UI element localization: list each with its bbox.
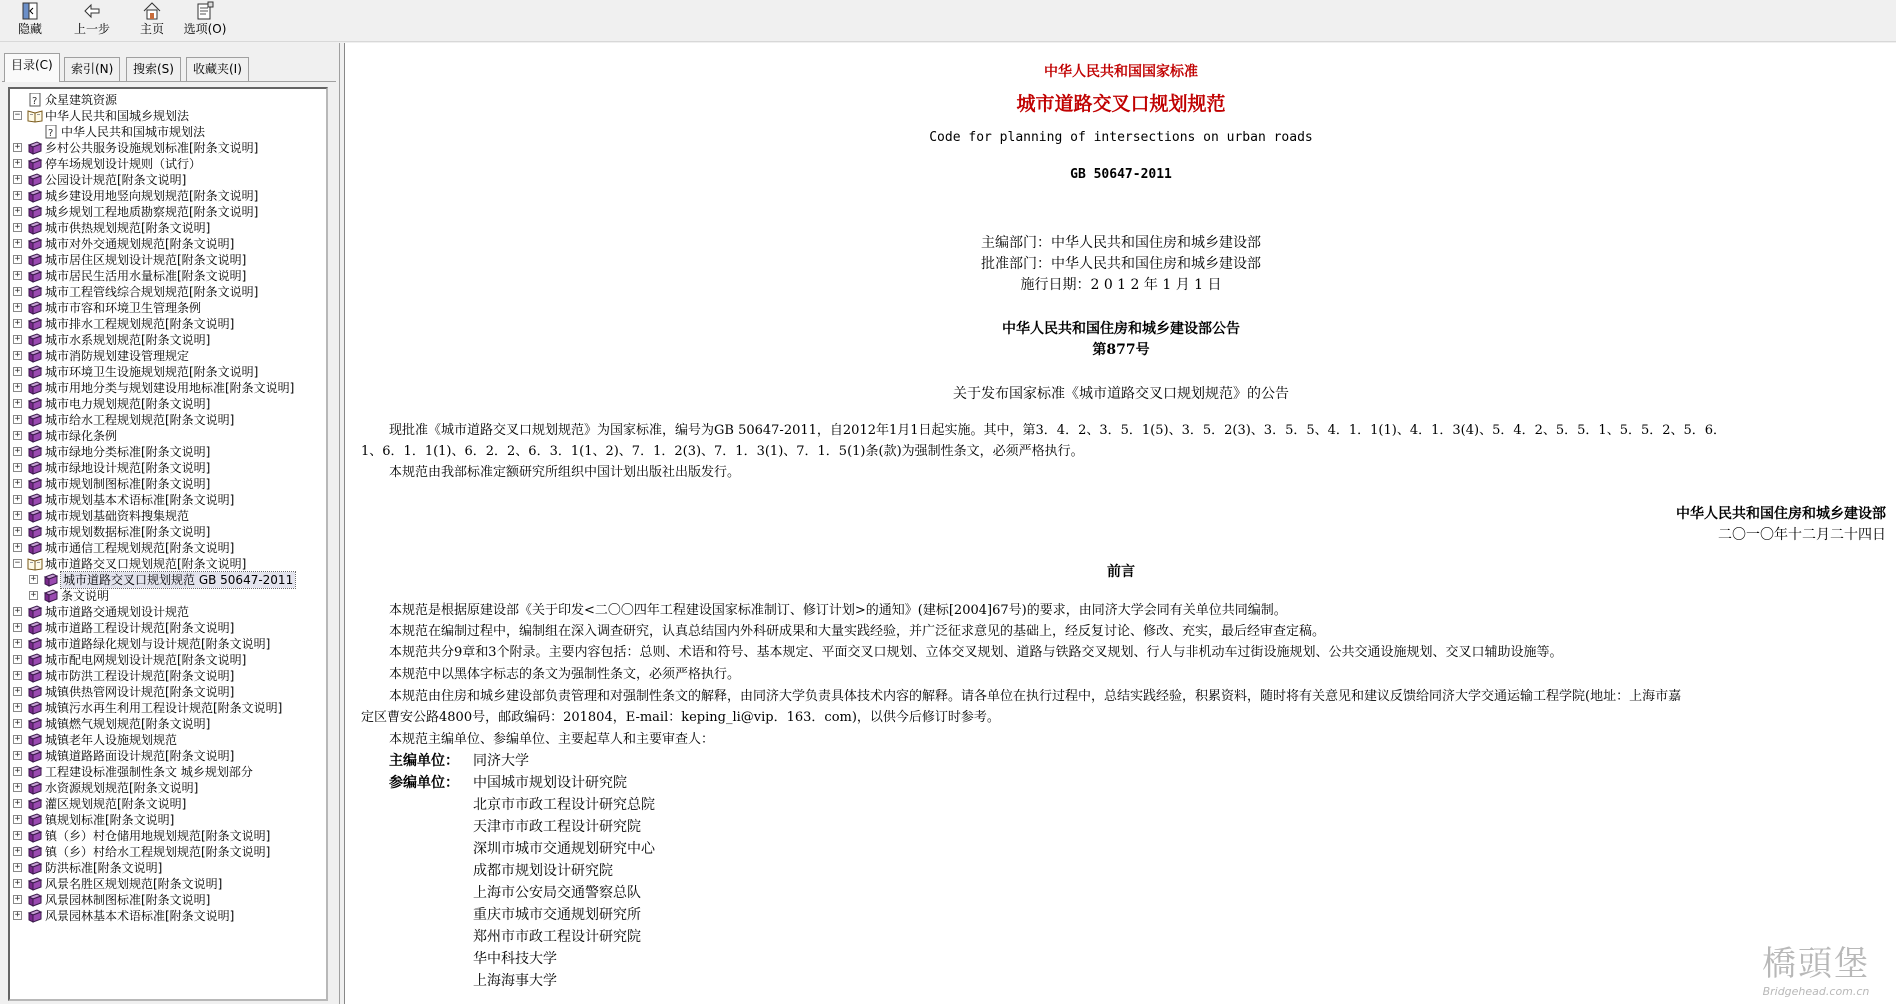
tree-item-label: 风景园林制图标准[附条文说明] <box>45 893 211 907</box>
expand-icon[interactable]: + <box>14 446 21 456</box>
tree-item-label: 城市用地分类与规划建设用地标准[附条文说明] <box>45 381 295 395</box>
nav-tabs <box>0 51 340 81</box>
notice-title: 中华人民共和国住房和城乡建设部公告 <box>1002 321 1240 337</box>
expand-icon[interactable]: + <box>14 606 21 616</box>
expand-icon[interactable]: + <box>14 638 21 648</box>
home-button[interactable]: 主页 <box>136 1 168 41</box>
tree-item-label: 水资源规划规范[附条文说明] <box>45 781 199 795</box>
tree-item-label: 中华人民共和国城乡规划法 <box>45 109 190 123</box>
tree-item-label: 乡村公共服务设施规划标准[附条文说明] <box>45 141 259 155</box>
book-icon <box>27 365 43 379</box>
co-unit: 华中科技大学 <box>473 951 557 967</box>
notice-paragraph-1-line-1: 现批准《城市道路交叉口规划规范》为国家标准，编号为GB 50647-2011，自2012年1月1日起实施。其中，第3．4．2、3．5．1(5)、3．5．2(3)、3．5．5、4．1．1(1)、4．1．3(4)、5．4．2、5．5．1、5．5．2、5．6． <box>389 423 1727 438</box>
preface-paragraph-5-line-2: 定区曹安公路4800号，邮政编码：201804，E-mail：keping_li@vip．163．com)，以供今后修订时参考。 <box>361 710 1000 725</box>
book-icon <box>27 509 43 523</box>
expand-icon[interactable]: + <box>14 654 21 664</box>
tree-item-label: 城市消防规划建设管理规定 <box>45 349 190 363</box>
tree-item-label: 城市绿地设计规范[附条文说明] <box>45 461 211 475</box>
book-icon <box>27 269 43 283</box>
co-unit: 成都市规划设计研究院 <box>473 863 613 879</box>
expand-icon[interactable]: + <box>14 478 21 488</box>
tree-item-label: 城镇老年人设施规划规范 <box>45 733 178 747</box>
tree-item-label: 城市配电网规划设计规范[附条文说明] <box>45 653 247 667</box>
book-icon <box>27 349 43 363</box>
expand-icon[interactable]: + <box>14 750 21 760</box>
tree-item-label: 城市道路绿化规划与设计规范[附条文说明] <box>45 637 271 651</box>
book-icon <box>27 525 43 539</box>
co-unit: 郑州市市政工程设计研究院 <box>473 929 641 945</box>
tree-item-label: 灌区规划规范[附条文说明] <box>45 797 187 811</box>
book-icon <box>27 429 43 443</box>
tree-item-label: 城镇道路路面设计规范[附条文说明] <box>45 749 235 763</box>
expand-icon[interactable]: + <box>14 334 21 344</box>
tab-contents[interactable]: 目录(C) <box>4 53 60 82</box>
expand-icon[interactable]: + <box>14 382 21 392</box>
expand-icon[interactable]: + <box>14 622 21 632</box>
book-icon <box>27 909 43 923</box>
preface-paragraph-2: 本规范在编制过程中，编制组在深入调查研究，认真总结国内外科研成果和大量实践经验，并广泛征求意见的基础上，经反复讨论、修改、充实，最后经审查定稿。 <box>389 624 1326 639</box>
co-unit: 深圳市城市交通规划研究中心 <box>473 841 655 857</box>
book-icon <box>27 733 43 747</box>
expand-icon[interactable]: + <box>14 766 21 776</box>
tree-item-label: 城镇供热管网设计规范[附条文说明] <box>45 685 235 699</box>
expand-icon[interactable]: + <box>14 894 21 904</box>
tree-item-label: 防洪标准[附条文说明] <box>45 861 163 875</box>
book-icon <box>27 445 43 459</box>
expand-icon[interactable]: + <box>14 814 21 824</box>
expand-icon[interactable]: + <box>14 718 21 728</box>
preface-paragraph-3: 本规范共分9章和3个附录。主要内容包括：总则、术语和符号、基本规定、平面交叉口规划、立体交叉规划、道路与铁路交叉规划、行人与非机动车过街设施规划、公共交通设施规划、交叉口辅助设施等。 <box>389 645 1563 660</box>
document-view[interactable] <box>344 43 1896 1004</box>
collapse-icon[interactable]: − <box>14 558 21 568</box>
tree-item-label: 风景园林基本术语标准[附条文说明] <box>45 909 235 923</box>
book-icon <box>27 717 43 731</box>
expand-icon[interactable]: + <box>14 734 21 744</box>
tree-item-label: 城市道路交叉口规划规范[附条文说明] <box>45 557 247 571</box>
approver-department: 批准部门：中华人民共和国住房和城乡建设部 <box>981 256 1261 272</box>
co-unit: 上海市公安局交通警察总队 <box>473 885 641 901</box>
preface-paragraph-5-line-1: 本规范由住房和城乡建设部负责管理和对强制性条文的解释，由同济大学负责具体技术内容的解释。请各单位在执行过程中，总结实践经验，积累资料，随时将有关意见和建议反馈给同济大学交通运输工程学院(地址：上海市嘉 <box>389 689 1682 704</box>
tab-index[interactable]: 索引(N) <box>64 57 120 81</box>
effective-date: 施行日期：2 0 1 2 年 1 月 1 日 <box>1020 277 1222 293</box>
book-icon <box>27 141 43 155</box>
document-title-en: Code for planning of intersections on urban roads <box>929 130 1313 145</box>
tree-item-label: 城市绿化条例 <box>45 429 118 443</box>
notice-number: 第877号 <box>1092 342 1150 358</box>
tree-item-label: 城市环境卫生设施规划规范[附条文说明] <box>45 365 259 379</box>
options-button[interactable]: 选项(O) <box>182 1 228 41</box>
home-icon <box>142 1 162 21</box>
open-book-icon <box>27 109 43 123</box>
book-icon <box>27 477 43 491</box>
back-arrow-icon <box>82 1 102 21</box>
book-icon <box>27 237 43 251</box>
expand-icon[interactable]: + <box>14 430 21 440</box>
expand-icon[interactable]: + <box>14 910 21 920</box>
book-icon <box>27 493 43 507</box>
expand-icon[interactable]: + <box>14 350 21 360</box>
expand-icon[interactable]: + <box>14 222 21 232</box>
co-unit: 北京市市政工程设计研究总院 <box>473 797 655 813</box>
book-icon <box>27 381 43 395</box>
tree-item-label: 城市排水工程规划规范[附条文说明] <box>45 317 235 331</box>
expand-icon[interactable]: + <box>14 782 21 792</box>
book-icon <box>43 589 59 603</box>
tree-item-label: 城市规划基本术语标准[附条文说明] <box>45 493 235 507</box>
editor-department: 主编部门：中华人民共和国住房和城乡建设部 <box>981 235 1261 251</box>
preface-title: 前言 <box>1107 564 1135 580</box>
expand-icon[interactable]: + <box>14 270 21 280</box>
back-button[interactable]: 上一步 <box>70 1 114 41</box>
expand-icon[interactable]: + <box>14 526 21 536</box>
chief-unit-label: 主编单位： <box>389 753 459 769</box>
standard-code: GB 50647-2011 <box>1070 167 1172 182</box>
tree-item-label: 城市绿地分类标准[附条文说明] <box>45 445 211 459</box>
expand-icon[interactable]: + <box>14 398 21 408</box>
tree-item-label: 城市道路交叉口规划规范 GB 50647-2011 <box>63 573 294 587</box>
expand-icon[interactable]: + <box>14 686 21 696</box>
tree-item-label: 中华人民共和国城市规划法 <box>61 125 206 139</box>
tab-search[interactable]: 搜索(S) <box>126 57 181 81</box>
preface-paragraph-1: 本规范是根据原建设部《关于印发<二〇〇四年工程建设国家标准制订、修订计划>的通知》(建标[2004]67号)的要求，由同济大学会同有关单位共同编制。 <box>389 603 1287 618</box>
expand-icon[interactable]: + <box>14 462 21 472</box>
navigation-pane <box>0 43 340 1004</box>
co-unit: 上海海事大学 <box>473 973 557 989</box>
tree-item-label: 城乡建设用地竖向规划规范[附条文说明] <box>45 189 259 203</box>
book-icon <box>27 685 43 699</box>
tab-favorites[interactable]: 收藏夹(I) <box>186 57 249 81</box>
tree-item-label: 城市规划数据标准[附条文说明] <box>45 525 211 539</box>
book-icon <box>27 221 43 235</box>
book-icon <box>27 461 43 475</box>
expand-icon[interactable]: + <box>14 318 21 328</box>
tree-item-label: 镇（乡）村给水工程规划规范[附条文说明] <box>45 845 271 859</box>
watermark-title: 橋頭堡 <box>1762 944 1870 984</box>
tree-item-label: 城市规划基础资料搜集规范 <box>45 509 190 523</box>
expand-icon[interactable]: + <box>14 798 21 808</box>
co-unit: 中国城市规划设计研究院 <box>473 775 627 791</box>
notice-paragraph-2: 本规范由我部标准定额研究所组织中国计划出版社出版发行。 <box>389 465 741 480</box>
expand-icon[interactable]: + <box>14 254 21 264</box>
tree-item-label: 城市供热规划规范[附条文说明] <box>45 221 211 235</box>
tree-item-label: 城乡规划工程地质勘察规范[附条文说明] <box>45 205 259 219</box>
tree-item-label: 城市市容和环境卫生管理条例 <box>45 301 202 315</box>
expand-icon[interactable]: + <box>14 702 21 712</box>
hide-button[interactable]: 隐藏 <box>14 1 46 41</box>
preface-paragraph-4: 本规范中以黑体字标志的条文为强制性条文，必须严格执行。 <box>389 667 741 682</box>
book-icon <box>27 413 43 427</box>
book-icon <box>27 765 43 779</box>
tree-item-label: 公园设计规范[附条文说明] <box>45 173 187 187</box>
book-icon <box>27 813 43 827</box>
tree-item-label: 风景名胜区规划规范[附条文说明] <box>45 877 223 891</box>
book-icon <box>27 829 43 843</box>
book-icon <box>27 317 43 331</box>
expand-icon[interactable]: + <box>14 414 21 424</box>
options-icon <box>195 1 215 21</box>
book-icon <box>27 189 43 203</box>
tree-item-label: 众星建筑资源 <box>45 93 118 107</box>
expand-icon[interactable]: + <box>14 846 21 856</box>
contents-tree[interactable] <box>8 87 328 1001</box>
tree-item-label: 条文说明 <box>61 589 110 603</box>
book-icon <box>27 541 43 555</box>
tree-item-label: 城市防洪工程设计规范[附条文说明] <box>45 669 235 683</box>
tree-item-label: 城市道路交通规划设计规范 <box>45 605 190 619</box>
expand-icon[interactable]: + <box>30 574 37 584</box>
expand-icon[interactable]: + <box>14 494 21 504</box>
expand-icon[interactable]: + <box>14 190 21 200</box>
book-icon <box>27 205 43 219</box>
expand-icon[interactable]: + <box>14 174 21 184</box>
book-icon <box>27 653 43 667</box>
book-icon <box>27 397 43 411</box>
book-icon <box>27 605 43 619</box>
tree-item-label: 城市通信工程规划规范[附条文说明] <box>45 541 235 555</box>
expand-icon[interactable]: + <box>14 302 21 312</box>
tree-item-label: 城市对外交通规划规范[附条文说明] <box>45 237 235 251</box>
toolbar <box>0 0 1896 42</box>
document-title: 城市道路交叉口规划规范 <box>1016 93 1226 115</box>
tree-item-label: 城市给水工程规划规范[附条文说明] <box>45 413 235 427</box>
book-icon <box>27 893 43 907</box>
expand-icon[interactable]: + <box>14 142 21 152</box>
expand-icon[interactable]: + <box>14 206 21 216</box>
expand-icon[interactable]: + <box>14 862 21 872</box>
book-icon <box>27 861 43 875</box>
preface-paragraph-6: 本规范主编单位、参编单位、主要起草人和主要审查人： <box>389 732 715 747</box>
notice-paragraph-1-line-2: 1、6．1．1(1)、6．2．2、6．3．1(1、2)、7．1．2(3)、7．1．3(1)、7．1．5(1)条(款)为强制性条文，必须严格执行。 <box>361 444 1084 459</box>
book-icon <box>27 285 43 299</box>
book-icon <box>27 173 43 187</box>
book-icon <box>27 669 43 683</box>
tree-item-label: 城市居住区规划设计规范[附条文说明] <box>45 253 247 267</box>
book-icon <box>27 749 43 763</box>
tree-item-label: 城市水系规划规范[附条文说明] <box>45 333 211 347</box>
book-icon <box>27 701 43 715</box>
book-icon <box>27 637 43 651</box>
expand-icon[interactable]: + <box>14 878 21 888</box>
svg-text:?: ? <box>32 96 38 107</box>
book-icon <box>27 157 43 171</box>
tree-item-label: 城市工程管线综合规划规范[附条文说明] <box>45 285 259 299</box>
book-icon <box>27 621 43 635</box>
tree-item-label: 镇规划标准[附条文说明] <box>45 813 175 827</box>
tree-item-label: 工程建设标准强制性条文 城乡规划部分 <box>45 765 253 779</box>
tree-item-label: 城市道路工程设计规范[附条文说明] <box>45 621 235 635</box>
book-icon <box>27 877 43 891</box>
national-standard-label: 中华人民共和国国家标准 <box>1044 64 1198 80</box>
tree-item-label: 停车场规划设计规则（试行） <box>45 157 202 171</box>
help-page-icon <box>27 93 43 107</box>
expand-icon[interactable]: + <box>14 238 21 248</box>
signature-org: 中华人民共和国住房和城乡建设部 <box>1676 506 1886 522</box>
open-book-icon <box>27 557 43 571</box>
book-icon <box>27 781 43 795</box>
expand-icon[interactable]: + <box>14 286 21 296</box>
tree-item-label: 城市居民生活用水量标准[附条文说明] <box>45 269 247 283</box>
collapse-icon[interactable]: − <box>14 110 21 120</box>
book-icon <box>27 797 43 811</box>
book-icon <box>27 301 43 315</box>
expand-icon[interactable]: + <box>14 830 21 840</box>
tree-item-label: 城镇污水再生利用工程设计规范[附条文说明] <box>45 701 283 715</box>
co-units-label: 参编单位： <box>389 775 459 791</box>
tree-item-label: 城市规划制图标准[附条文说明] <box>45 477 211 491</box>
notice-heading: 关于发布国家标准《城市道路交叉口规划规范》的公告 <box>953 386 1289 402</box>
expand-icon[interactable]: + <box>14 510 21 520</box>
expand-icon[interactable]: + <box>14 158 21 168</box>
hide-icon <box>20 1 40 21</box>
tree-item-label: 城镇燃气规划规范[附条文说明] <box>45 717 211 731</box>
help-page-icon <box>43 125 59 139</box>
expand-icon[interactable]: + <box>14 542 21 552</box>
book-icon <box>27 333 43 347</box>
book-icon <box>27 253 43 267</box>
watermark <box>1762 936 1870 998</box>
co-unit: 天津市市政工程设计研究院 <box>473 819 641 835</box>
expand-icon[interactable]: + <box>14 366 21 376</box>
watermark-url: Bridgehead.com.cn <box>1762 985 1870 998</box>
co-unit: 重庆市城市交通规划研究所 <box>473 907 641 923</box>
expand-icon[interactable]: + <box>14 670 21 680</box>
book-icon <box>43 573 59 587</box>
book-icon <box>27 845 43 859</box>
chief-unit: 同济大学 <box>473 753 529 769</box>
signature-date: 二〇一〇年十二月二十四日 <box>1718 527 1886 543</box>
svg-text:?: ? <box>48 128 54 139</box>
tree-item-label: 城市电力规划规范[附条文说明] <box>45 397 211 411</box>
tree-item-label: 镇（乡）村仓储用地规划规范[附条文说明] <box>45 829 271 843</box>
expand-icon[interactable]: + <box>30 590 37 600</box>
